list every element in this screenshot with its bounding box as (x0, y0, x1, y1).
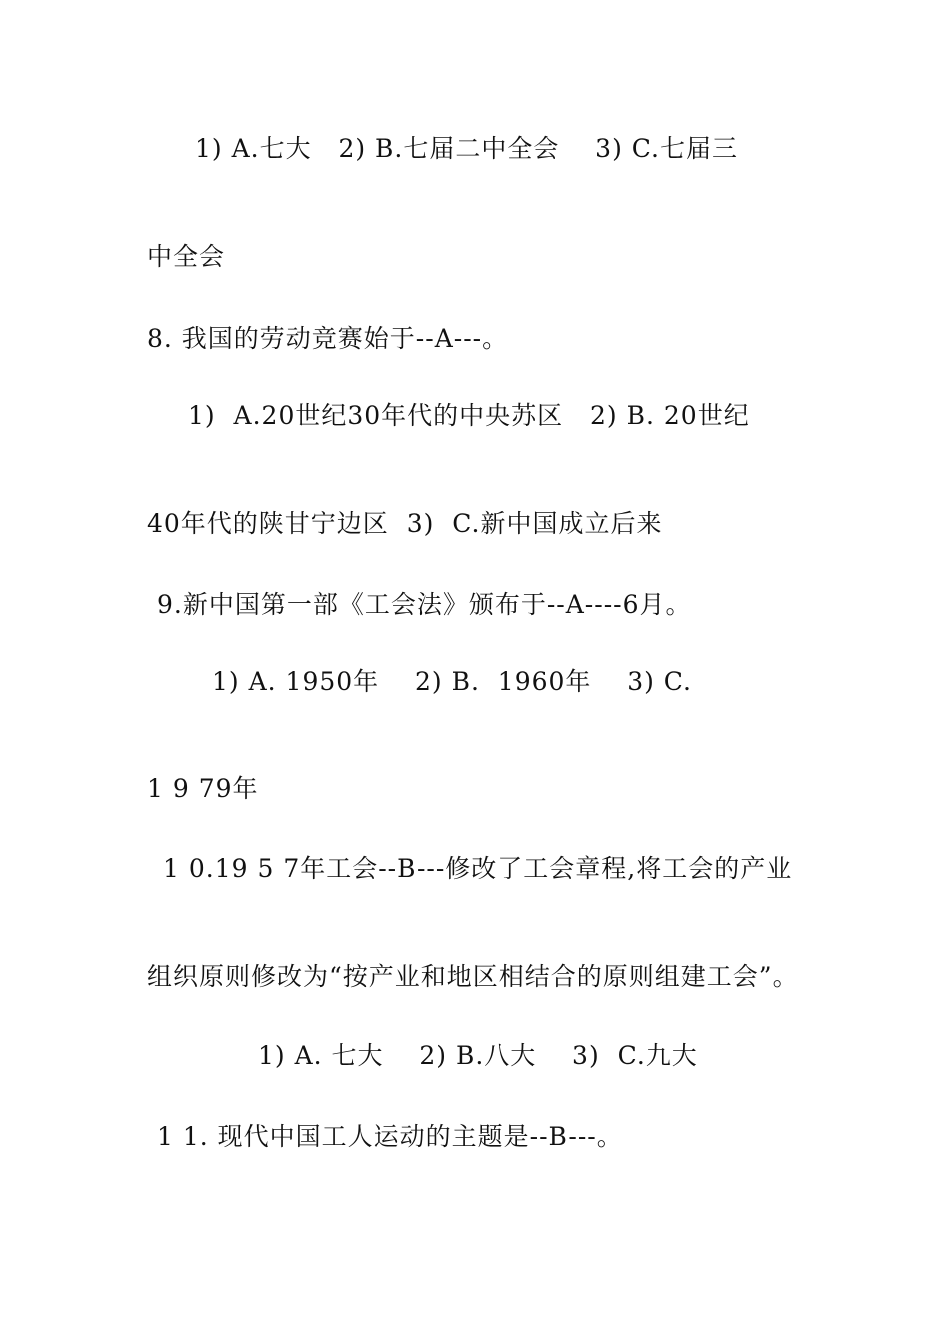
q11-question: 1 1. 现代中国工人运动的主题是--B---。 (157, 1122, 623, 1151)
q8-options-line: 1) A.20世纪30年代的中央苏区 2) B. 20世纪 (188, 401, 750, 430)
q8-options-continued: 40年代的陕甘宁边区 3) C.新中国成立后来 (147, 509, 663, 538)
q9-question: 9.新中国第一部《工会法》颁布于--A----6月。 (157, 590, 692, 619)
q7-options-continued: 中全会 (147, 242, 226, 271)
q9-options-line: 1) A. 1950年 2) B. 1960年 3) C. (212, 667, 692, 696)
q9-options-continued: 1 9 79年 (147, 774, 259, 803)
q10-question-continued: 组织原则修改为“按产业和地区相结合的原则组建工会”。 (147, 962, 799, 991)
q8-question: 8. 我国的劳动竞赛始于--A---。 (147, 324, 509, 353)
q7-options-line: 1) A.七大 2) B.七届二中全会 3) C.七届三 (195, 134, 738, 163)
q10-question: 1 0.19 5 7年工会--B---修改了工会章程,将工会的产业 (163, 854, 793, 883)
q10-options-line: 1) A. 七大 2) B.八大 3) C.九大 (258, 1041, 698, 1070)
